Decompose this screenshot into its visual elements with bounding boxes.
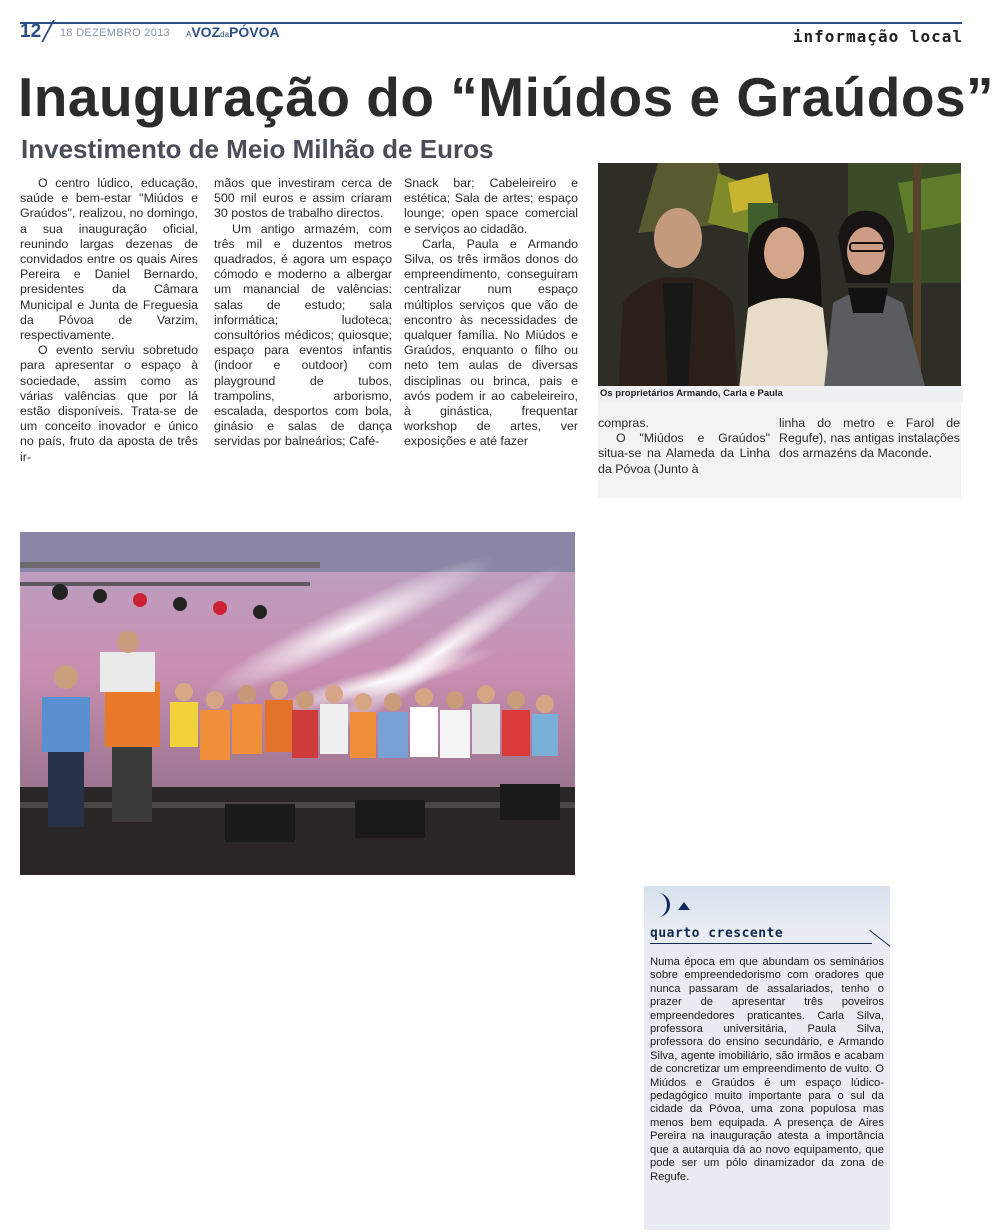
section-label: informação local <box>792 27 963 46</box>
article-paragraph: Um antigo armazém, com três mil e duzentos metros quadrados, é agora um espaço cómodo e moderno a albergar um manancial de valências: salas de estudo; sala informática; ludoteca; consultórios médicos; quiosque; espaço para eventos infantis (indoor e outdoor) com playground de tubos, trampolins, arborismo, escalada, desportos com bola, ginásio e salas de dança servidas por balneários; Café- <box>214 221 392 449</box>
article-paragraph: mãos que investiram cerca de 500 mil euros e assim criaram 30 postos de trabalho directos. <box>214 176 392 221</box>
header-rule <box>20 22 962 24</box>
page-number: 12 <box>20 21 42 42</box>
publication-name <box>186 24 280 40</box>
publication-da: da <box>220 30 230 39</box>
publication-place: PÓVOA <box>229 24 280 40</box>
sidebar-title: quarto crescente <box>650 926 784 941</box>
sidebar-title-rule <box>650 943 872 944</box>
article-column-4 <box>598 416 770 496</box>
sidebar-title-rule-diagonal <box>869 930 890 947</box>
publication-prefix: A <box>186 30 192 39</box>
article-column-2 <box>214 176 392 524</box>
article-paragraph: O evento serviu sobretudo para apresentar o espaço à sociedade, assim como as várias valências que por lá estão disponíveis. Trata-se de um conceito inovador e único no país, fruto da aposta de três ir- <box>20 343 198 464</box>
article-paragraph: Snack bar; Cabeleireiro e estética; Sala de artes; espaço lounge; open space comercial e serviços ao cidadão. <box>404 176 578 236</box>
opinion-sidebar <box>644 886 890 1230</box>
stage-photo-illustration <box>20 532 575 875</box>
article-paragraph: O centro lúdico, educação, saúde e bem-estar "Miúdos e Graúdos", realizou, no domingo, a sua inauguração oficial, reunindo largas dezenas de convidados entre os quais Aires Pereira e Daniel Bernardo, presidentes da Câmara Municipal e Junta de Freguesia da Póvoa de Varzim, respectivamente. <box>20 176 198 343</box>
article-paragraph: O "Miúdos e Graúdos" situa-se na Alameda da Linha da Póvoa (Junto à <box>598 431 770 476</box>
subheadline: Investimento de Meio Milhão de Euros <box>21 134 494 164</box>
owners-photo <box>598 163 961 398</box>
article-column-5 <box>779 416 960 496</box>
stage-photo <box>20 532 575 875</box>
sidebar-text: Numa época em que abundam os seminários sobre empreendedorismo com oradores que nunca passaram de assalariados, tenho o prazer de apresentar três poveiros empreendedores praticantes. Carla Silva, professora universitária, Paula Silva, professora do ensino secundário, e Armando Silva, agente imobiliário, são irmãos e acabam de concretizar um empreendimento de vulto. O Miúdos e Graúdos é um espaço lúdico-pedagógico muito importante para o sul da cidade da Póvoa, uma zona populosa mas menos bem equipada. A presença de Aires Pereira na inauguração atesta a importância que a autarquia dá ao novo equipamento, que pode ser um pólo dinamizador da zona de Regufe. <box>650 956 884 1183</box>
crescent-moon-icon <box>654 892 674 918</box>
article-paragraph: Carla, Paula e Armando Silva, os três irmãos donos do empreendimento, conseguiram centralizar num espaço múltiplos serviços que vão de encontro às necessidades de qualquer família. No Miúdos e Graúdos, enquanto o filho ou neto tem aulas de diversas disciplinas ou brinca, pais e avós podem ir ao cabeleireiro, à ginástica, frequentar workshop de artes, ver exposições e até fazer <box>404 236 578 449</box>
article-paragraph: compras. <box>598 416 649 430</box>
article-column-3 <box>404 176 578 524</box>
article-paragraph: linha do metro e Farol de Regufe), nas antigas instalações dos armazéns da Maconde. <box>779 416 960 461</box>
article-column-1 <box>20 176 198 524</box>
headline: Inauguração do “Miúdos e Graúdos” <box>18 66 995 128</box>
issue-date: 18 DEZEMBRO 2013 <box>60 27 170 39</box>
publication-voz: VOZ <box>191 24 221 40</box>
triangle-up-icon <box>678 902 690 910</box>
photo-caption: Os proprietários Armando, Carla e Paula <box>598 386 963 402</box>
owners-photo-illustration <box>598 163 961 398</box>
